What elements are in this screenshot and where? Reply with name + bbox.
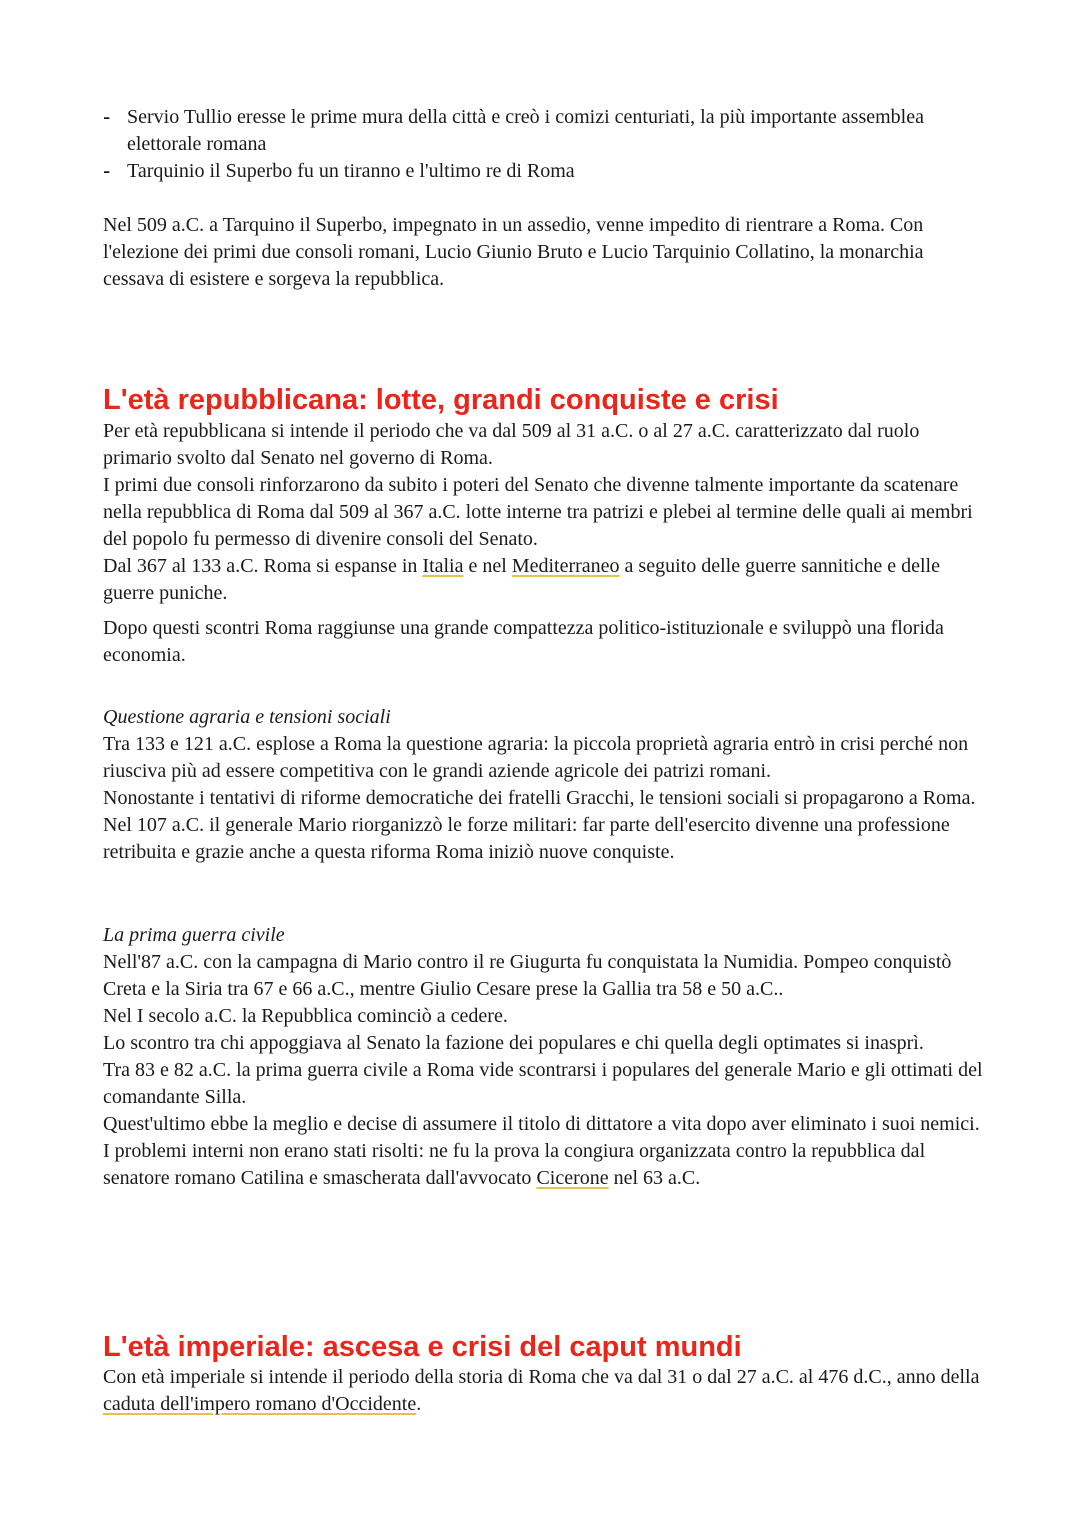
paragraph: Nel I secolo a.C. la Repubblica cominciò a cedere. xyxy=(103,1005,508,1027)
paragraph: Quest'ultimo ebbe la meglio e decise di assumere il titolo di dittatore a vita dopo aver eliminato i suoi nemici. xyxy=(103,1113,980,1135)
paragraph: Tra 83 e 82 a.C. la prima guerra civile a Roma vide scontrarsi i populares del generale Mario e gli ottimati del comandante Silla. xyxy=(103,1059,983,1108)
text: Dal 367 al 133 a.C. Roma si espanse in xyxy=(103,555,423,577)
paragraph: Nell'87 a.C. con la campagna di Mario contro il re Giugurta fu conquistata la Numidia. Pompeo conquistò Creta e la Siria tra 67 e 66 a.C., mentre Giulio Cesare prese la Gallia tra 58 e 50 a.C.. xyxy=(103,951,952,1000)
bullet-list xyxy=(103,104,983,185)
list-item: - Tarquinio il Superbo fu un tiranno e l'ultimo re di Roma xyxy=(103,158,983,185)
link-mediterraneo[interactable]: Mediterraneo xyxy=(511,555,620,577)
intro-paragraph: Nel 509 a.C. a Tarquino il Superbo, impegnato in un assedio, venne impedito di rientrare a Roma. Con l'elezione dei primi due consoli romani, Lucio Giunio Bruto e Lucio Tarquinio Collatino, la monarchia cessava di esistere e sorgeva la repubblica. xyxy=(103,214,924,290)
section-imperial-body xyxy=(103,1364,983,1418)
text: e nel xyxy=(463,555,512,577)
link-cicerone[interactable]: Cicerone xyxy=(536,1167,609,1189)
paragraph xyxy=(103,1364,983,1418)
section-heading-republic: L'età repubblicana: lotte, grandi conquiste e crisi xyxy=(103,384,779,416)
link-italia[interactable]: Italia xyxy=(422,555,464,577)
paragraph: Nel 107 a.C. il generale Mario riorganizzò le forze militari: far parte dell'esercito divenne una professione retribuita e grazie anche a questa riforma Roma iniziò nuove conquiste. xyxy=(103,814,950,863)
paragraph: Per età repubblicana si intende il periodo che va dal 509 al 31 a.C. o al 27 a.C. caratterizzato dal ruolo primario svolto dal Senato nel governo di Roma. xyxy=(103,420,920,469)
text: I problemi interni non erano stati risolti: ne fu la prova la congiura organizzata contro la repubblica dal senatore romano Catilina e smascherata dall'avvocato xyxy=(103,1140,926,1189)
paragraph: Tra 133 e 121 a.C. esplose a Roma la questione agraria: la piccola proprietà agraria entrò in crisi perché non riusciva più ad essere competitiva con le grandi aziende agricole dei patrizi romani. xyxy=(103,733,969,782)
list-item: - Servio Tullio eresse le prime mura della città e creò i comizi centuriati, la più importante assemblea elettorale romana xyxy=(103,104,983,158)
paragraph: Dopo questi scontri Roma raggiunse una grande compattezza politico-istituzionale e sviluppò una florida economia. xyxy=(103,617,944,666)
paragraph: I primi due consoli rinforzarono da subito i poteri del Senato che divenne talmente importante da scatenare nella repubblica di Roma dal 509 al 367 a.C. lotte interne tra patrizi e plebei al termine delle quali ai membri del popolo fu permesso di divenire consoli del Senato. xyxy=(103,474,973,550)
section-republic-body xyxy=(103,418,983,669)
subsection-title: La prima guerra civile xyxy=(103,924,285,946)
paragraph: Nonostante i tentativi di riforme democratiche dei fratelli Gracchi, le tensioni sociali si propagarono a Roma. xyxy=(103,787,976,809)
text: . xyxy=(416,1393,422,1415)
section-heading-imperial: L'età imperiale: ascesa e crisi del caput mundi xyxy=(103,1331,742,1363)
paragraph: Lo scontro tra chi appoggiava al Senato la fazione dei populares e chi quella degli optimates si inasprì. xyxy=(103,1032,924,1054)
text: a seguito delle guerre sannitiche e delle guerre puniche. xyxy=(103,555,940,604)
subsection-civil-war xyxy=(103,922,983,1192)
subsection-title: Questione agraria e tensioni sociali xyxy=(103,706,391,728)
text: Con età imperiale si intende il periodo della storia di Roma che va dal 31 o dal 27 a.C. al 476 d.C., anno della xyxy=(103,1366,980,1388)
text: nel 63 a.C. xyxy=(608,1167,701,1189)
subsection-agrarian xyxy=(103,704,983,866)
paragraph xyxy=(103,553,983,607)
paragraph xyxy=(103,1138,983,1192)
link-fall-western-empire[interactable]: caduta dell'impero romano d'Occidente xyxy=(103,1393,417,1415)
